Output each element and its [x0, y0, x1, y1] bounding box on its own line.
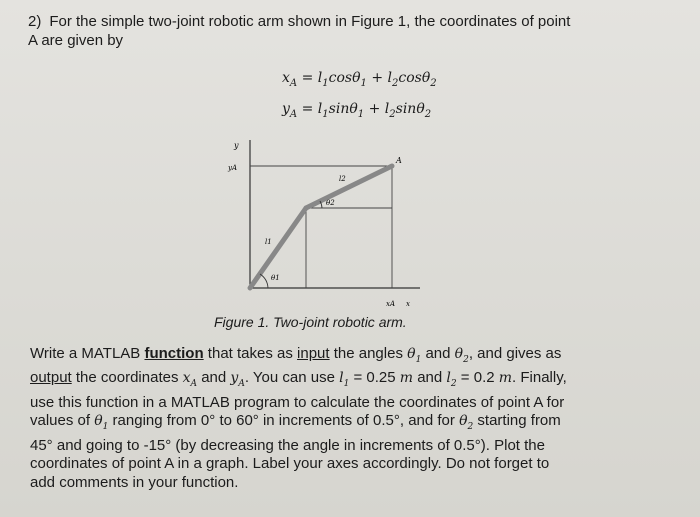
task-text: and — [413, 369, 447, 387]
label-l2: l2 — [339, 175, 346, 183]
label-ya: yA — [228, 164, 238, 172]
robot-arm-figure — [222, 138, 422, 313]
task-text: and — [197, 369, 231, 387]
label-point-a: A — [396, 156, 402, 165]
task-text: , and gives as — [468, 345, 562, 362]
eq-fn: sinθ — [395, 101, 425, 117]
eq-equals: = — [301, 101, 314, 117]
eq-sub: 1 — [322, 108, 329, 120]
label-theta1: θ1 — [271, 274, 280, 282]
question-intro-line1 — [28, 12, 668, 31]
question-number: 2) — [28, 13, 42, 30]
input-keyword: input — [297, 345, 330, 362]
task-text: Write a MATLAB — [30, 345, 145, 362]
task-text: . Finally, — [512, 369, 567, 387]
eq-sub: 1 — [357, 108, 365, 120]
eq-sub: 2 — [392, 77, 399, 89]
theta1-symbol: $\theta_1$ — [94, 413, 109, 433]
eq-sub: 2 — [389, 108, 396, 120]
task-text: the angles — [329, 345, 408, 362]
task-line-4 — [30, 412, 670, 436]
label-x-axis: x — [406, 300, 410, 308]
eq-lhs-sub: A — [289, 108, 298, 120]
intro-text: For the simple two-joint robotic arm shown in Figure 1, the coordinates of point — [49, 13, 571, 30]
eq-term: l — [317, 101, 323, 117]
eq-fn: cosθ — [328, 70, 361, 86]
xa-symbol: $x_A$ — [182, 370, 198, 390]
unit-m: m — [399, 370, 414, 387]
task-line-2 — [30, 369, 670, 393]
robot-arm-diagram — [222, 138, 422, 313]
task-line-6: coordinates of point A in a graph. Label your axes accordingly. Do not forget to — [30, 455, 550, 473]
eq-plus: + — [371, 70, 384, 86]
eq-equals: = — [301, 70, 314, 86]
eq-lhs-var: y — [282, 101, 290, 117]
task-line-7: add comments in your function. — [30, 473, 239, 491]
task-text: values of — [30, 412, 95, 430]
eq-lhs-var: x — [282, 70, 290, 86]
label-y-axis: y — [234, 141, 239, 150]
theta1-symbol: $\theta_1$ — [407, 346, 422, 365]
eq-term: l — [387, 70, 393, 86]
equation-xa — [282, 70, 437, 89]
eq-sub: 2 — [430, 77, 437, 89]
label-theta2: θ2 — [326, 199, 335, 207]
equation-ya — [282, 101, 431, 120]
figure-caption: Figure 1. Two-joint robotic arm. — [214, 314, 407, 330]
eq-lhs-sub: A — [289, 77, 298, 89]
task-text: ranging from 0° to 60° in increments of 0.5°, and for — [108, 412, 460, 430]
eq-term: l — [317, 70, 323, 86]
task-line-1 — [30, 345, 670, 369]
task-description — [30, 345, 670, 493]
task-line-3: use this function in a MATLAB program to calculate the coordinates of point A for — [30, 393, 565, 411]
theta2-symbol: $\theta_2$ — [459, 413, 474, 433]
eq-fn: sinθ — [328, 101, 358, 117]
task-text: starting from — [473, 412, 561, 430]
l2-value: $l_2$ — [446, 370, 457, 390]
task-line-5: 45° and going to -15° (by decreasing the angle in increments of 0.5°). Plot the — [30, 436, 545, 454]
eq-sub: 1 — [322, 77, 329, 89]
task-text: the coordinates — [71, 369, 183, 387]
question-intro-line2: A are given by — [28, 32, 124, 49]
label-l1: l1 — [265, 238, 272, 246]
eq-sub: 2 — [424, 108, 432, 120]
eq-sub: 1 — [360, 77, 367, 89]
task-text: and — [421, 345, 455, 362]
theta2-symbol: $\theta_2$ — [454, 346, 469, 365]
task-text: that takes as — [203, 345, 298, 362]
task-text: = 0.2 — [456, 369, 499, 387]
eq-plus: + — [368, 101, 381, 117]
eq-term: l — [384, 101, 390, 117]
output-keyword: output — [30, 369, 72, 387]
link-l2 — [306, 166, 392, 208]
task-text: . You can use — [244, 369, 340, 387]
eq-fn: cosθ — [398, 70, 431, 86]
function-keyword: function — [144, 345, 204, 362]
l1-value: $l_1$ — [339, 370, 350, 390]
task-text: = 0.25 — [349, 369, 400, 387]
ya-symbol: $y_A$ — [230, 370, 245, 390]
question-header — [28, 12, 668, 50]
label-xa: xA — [386, 300, 396, 308]
unit-m: m — [498, 370, 513, 387]
